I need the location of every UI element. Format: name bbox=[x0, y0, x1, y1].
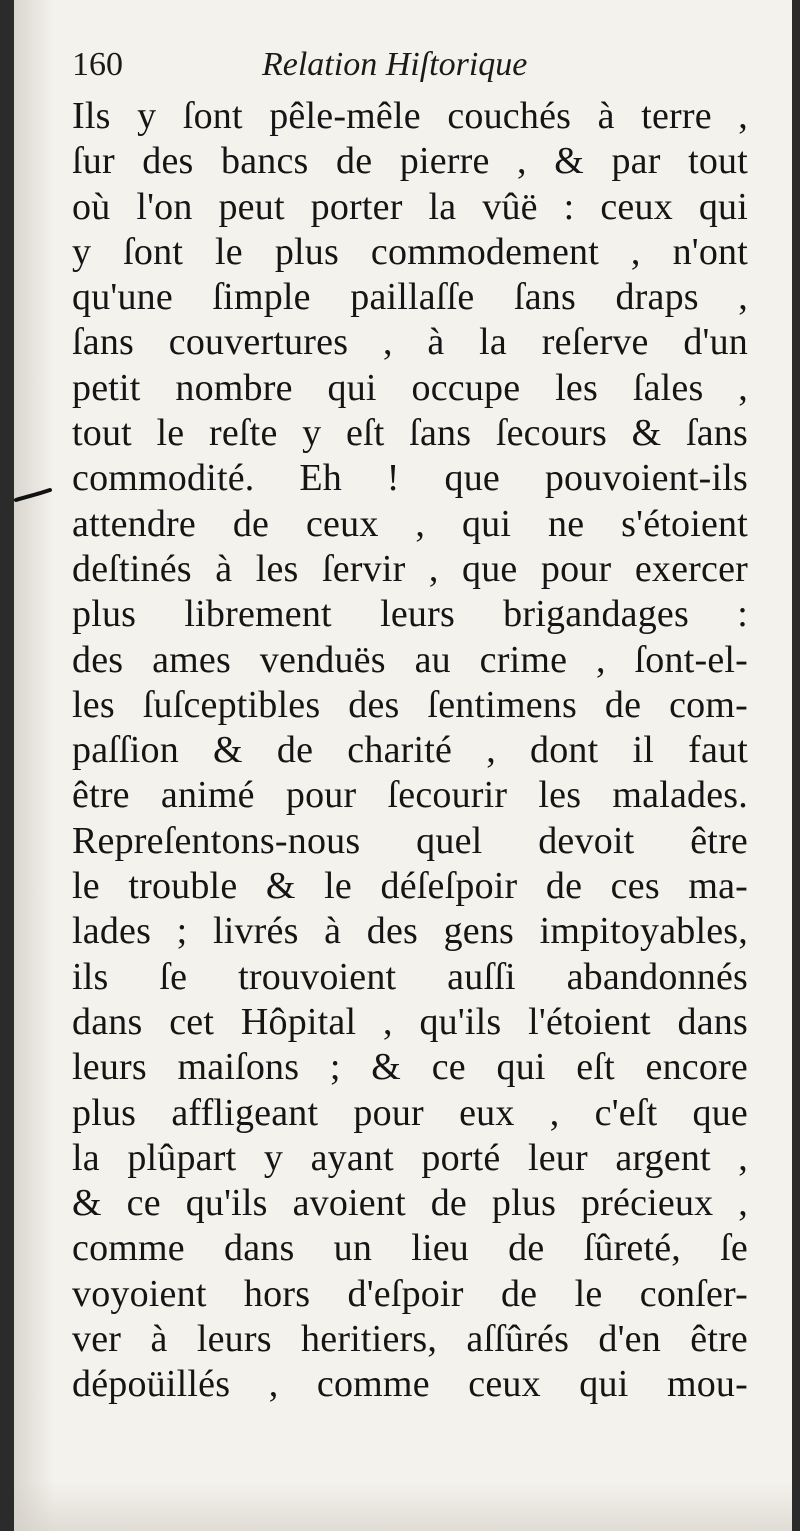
margin-pen-mark bbox=[14, 486, 52, 504]
text-line: comme dans un lieu de ſûreté, ſe bbox=[72, 1227, 748, 1270]
text-line: tout le reſte y eſt ſans ſecours & ſans bbox=[72, 412, 748, 455]
text-line: où l'on peut porter la vûë : ceux qui bbox=[72, 185, 748, 228]
text-line: y ſont le plus commodement , n'ont bbox=[72, 230, 748, 273]
text-line: être animé pour ſecourir les malades. bbox=[72, 774, 748, 817]
text-line: lades ; livrés à des gens impitoyables, bbox=[72, 910, 748, 953]
text-line: le trouble & le déſeſpoir de ces ma- bbox=[72, 865, 748, 908]
page-bottom-shadow bbox=[14, 1481, 792, 1531]
text-line: ſans couvertures , à la reſerve d'un bbox=[72, 321, 748, 364]
text-line: plus affligeant pour eux , c'eſt que bbox=[72, 1091, 748, 1134]
page-gutter-shadow bbox=[14, 0, 54, 1531]
text-line: qu'une ſimple paillaſſe ſans draps , bbox=[72, 276, 748, 319]
page-number: 160 bbox=[72, 46, 123, 83]
running-head bbox=[72, 46, 762, 96]
text-line: & ce qu'ils avoient de plus précieux , bbox=[72, 1182, 748, 1225]
text-line: petit nombre qui occupe les ſales , bbox=[72, 366, 748, 409]
text-line: ver à leurs heritiers, aſſûrés d'en être bbox=[72, 1318, 748, 1361]
text-line: paſſion & de charité , dont il faut bbox=[72, 729, 748, 772]
running-title: Relation Hiſtorique bbox=[262, 46, 528, 83]
book-page bbox=[14, 0, 792, 1531]
text-line: des ames venduës au crime , ſont-el- bbox=[72, 638, 748, 681]
text-line: Ils y ſont pêle-mêle couchés à terre , bbox=[72, 95, 748, 137]
text-line: ſur des bancs de pierre , & par tout bbox=[72, 140, 748, 183]
text-line: attendre de ceux , qui ne s'étoient bbox=[72, 502, 748, 545]
body-text bbox=[72, 94, 748, 1408]
text-line: commodité. Eh ! que pouvoient-ils bbox=[72, 457, 748, 500]
text-line: la plûpart y ayant porté leur argent , bbox=[72, 1136, 748, 1179]
text-line: leurs maiſons ; & ce qui eſt encore bbox=[72, 1046, 748, 1089]
text-line: deſtinés à les ſervir , que pour exercer bbox=[72, 547, 748, 590]
text-line: dans cet Hôpital , qu'ils l'étoient dans bbox=[72, 1000, 748, 1043]
text-line: les ſuſceptibles des ſentimens de com- bbox=[72, 683, 748, 726]
text-line: voyoient hors d'eſpoir de le conſer- bbox=[72, 1272, 748, 1315]
text-line: dépoüillés , comme ceux qui mou- bbox=[72, 1363, 748, 1406]
text-line: Repreſentons-nous quel devoit être bbox=[72, 819, 748, 862]
text-line: plus librement leurs brigandages : bbox=[72, 593, 748, 636]
text-line: ils ſe trouvoient auſſi abandonnés bbox=[72, 955, 748, 998]
